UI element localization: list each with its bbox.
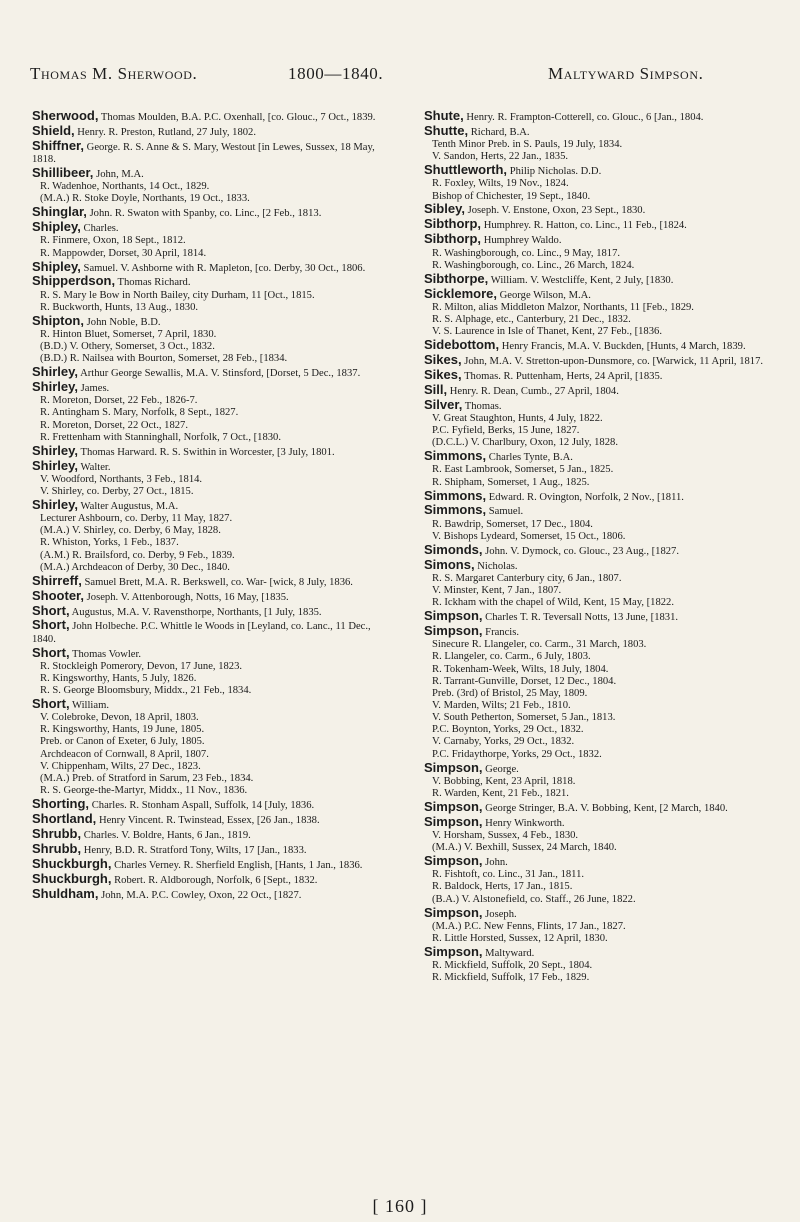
- entry-line: V. Bobbing, Kent, 23 April, 1818.: [432, 775, 576, 787]
- entry-line: R. Fishtoft, co. Linc., 31 Jan., 1811.: [432, 869, 585, 881]
- entry-name: Simmons,: [424, 487, 487, 503]
- entry-text: Edward. R. Ovington, Norfolk, 2 Nov., [1811.: [488, 491, 684, 503]
- entry-text: Samuel.: [488, 506, 524, 518]
- entry-text: Francis.: [485, 627, 520, 639]
- entry: [424, 904, 776, 945]
- entry-line: Lecturer Ashbourn, co. Derby, 11 May, 1827.: [40, 513, 233, 525]
- entry-name: Shuckburgh,: [32, 855, 112, 871]
- entry: [424, 450, 776, 488]
- entry-line: R. Foxley, Wilts, 19 Nov., 1824.: [432, 178, 569, 190]
- entry-line: R. Mickfield, Suffolk, 17 Feb., 1829.: [432, 972, 590, 984]
- entry-text: John Noble, B.D.: [86, 316, 161, 328]
- entry-text: Charles Tynte, B.A.: [488, 452, 573, 464]
- entry: [424, 285, 776, 339]
- entry: [32, 587, 384, 604]
- entry-line: R. Stockleigh Pomerory, Devon, 17 June, 1823.: [40, 660, 243, 672]
- entry-text: George.: [485, 763, 519, 775]
- entry-text: Thomas Vowler.: [72, 648, 142, 660]
- entry: [424, 396, 776, 450]
- entry: [32, 137, 384, 166]
- entry-text: Robert. R. Aldborough, Norfolk, 6 [Sept., 1832.: [114, 874, 318, 886]
- entry-line: Tenth Minor Preb. in S. Pauls, 19 July, 1834.: [432, 139, 623, 151]
- entry: [32, 381, 384, 444]
- entry-name: Sibley,: [424, 201, 465, 217]
- entry: [424, 381, 776, 398]
- entry-text: Samuel Brett, M.A. R. Berkswell, co. War- [wick, 8 July, 1836.: [84, 576, 353, 588]
- entry-line: Archdeacon of Cornwall, 8 April, 1807.: [40, 748, 209, 760]
- entry-line: V. Shirley, co. Derby, 27 Oct., 1815.: [40, 485, 194, 497]
- entry-text: Henry Francis, M.A. V. Buckden, [Hunts, 4 March, 1839.: [501, 341, 746, 353]
- entry-text: William.: [72, 700, 109, 712]
- entry-name: Shorting,: [32, 796, 90, 812]
- entry-name: Simpson,: [424, 813, 483, 829]
- entry-line: R. Milton, alias Middleton Malzor, Northants, 11 [Feb., 1829.: [432, 301, 694, 313]
- entry-text: Charles T. R. Teversall Notts, 13 June, [1831.: [485, 612, 679, 624]
- entry: [424, 110, 776, 124]
- entry-line: R. Llangeler, co. Carm., 6 July, 1803.: [432, 651, 591, 663]
- entry: [32, 122, 384, 139]
- entry-line: (M.A.) R. Stoke Doyle, Northants, 19 Oct., 1833.: [40, 193, 250, 205]
- entry-line: R. Moreton, Dorset, 22 Feb., 1826-7.: [40, 395, 198, 407]
- entry-line: R. S. Alphage, etc., Canterbury, 21 Dec., 1832.: [432, 313, 631, 325]
- entry-name: Shirley,: [32, 442, 79, 458]
- entry-line: R. Whiston, Yorks, 1 Feb., 1837.: [40, 537, 179, 549]
- entry-name: Shirreff,: [32, 572, 82, 588]
- entry-name: Shipley,: [32, 219, 81, 235]
- entry-text: John. R. Swaton with Spanby, co. Linc., [2 Feb., 1813.: [89, 208, 322, 220]
- entry-name: Shortland,: [32, 811, 97, 827]
- entry: [424, 813, 776, 854]
- entry-name: Simmons,: [424, 502, 487, 518]
- entry-name: Shirley,: [32, 379, 79, 395]
- entry-text: George. R. S. Anne & S. Mary, Westout [in Lewes, Sussex, 18 May, 1818.: [32, 141, 375, 166]
- entry-text: Charles.: [83, 223, 119, 235]
- entry-name: Shirley,: [32, 364, 79, 380]
- entry: [424, 556, 776, 610]
- entry-name: Short,: [32, 617, 70, 633]
- entry-line: V. S. Laurence in Isle of Thanet, Kent, 27 Feb., [1836.: [432, 326, 662, 338]
- header-left: Thomas M. Sherwood.: [30, 64, 198, 83]
- entry: [424, 541, 776, 558]
- entry-line: R. S. George-the-Martyr, Middx., 11 Nov., 1836.: [40, 785, 248, 797]
- entry-line: R. Ickham with the chapel of Wild, Kent, 15 May, [1822.: [432, 597, 675, 609]
- entry-name: Short,: [32, 602, 70, 618]
- entry-line: R. Mickfield, Suffolk, 20 Sept., 1804.: [432, 959, 593, 971]
- entry: [32, 885, 384, 902]
- entry: [32, 312, 384, 366]
- running-header: [0, 0, 800, 100]
- entry-text: Joseph. V. Attenborough, Notts, 16 May, [1835.: [86, 591, 289, 603]
- entry-name: Simpson,: [424, 798, 483, 814]
- entry-name: Shirley,: [32, 496, 79, 512]
- entry-text: George Stringer, B.A. V. Bobbing, Kent, [2 March, 1840.: [485, 802, 728, 814]
- entry: [32, 442, 384, 459]
- entry-text: John, M.A. P.C. Cowley, Oxon, 22 Oct., [1827.: [101, 889, 302, 901]
- entry-line: R. Little Horsted, Sussex, 12 April, 1830.: [432, 932, 608, 944]
- entry-line: V. Sandon, Herts, 22 Jan., 1835.: [432, 151, 569, 163]
- entry: [32, 602, 384, 619]
- entry: [424, 122, 776, 163]
- entry-name: Shuldham,: [32, 885, 99, 901]
- header-right: Maltyward Simpson.: [548, 64, 704, 83]
- entry: [32, 813, 384, 827]
- entry: [424, 943, 776, 984]
- entry-text: Walter.: [80, 461, 111, 473]
- entry-line: (M.A.) Archdeacon of Derby, 30 Dec., 1840.: [40, 561, 230, 573]
- entry-text: James.: [80, 383, 110, 395]
- entry-text: Samuel. V. Ashborne with R. Mapleton, [co. Derby, 30 Oct., 1806.: [83, 262, 366, 274]
- entry-name: Simpson,: [424, 759, 483, 775]
- entry-line: (B.D.) V. Othery, Somerset, 3 Oct., 1832.: [40, 341, 215, 353]
- entry-name: Simpson,: [424, 608, 483, 624]
- entry-line: V. Woodford, Northants, 3 Feb., 1814.: [40, 473, 203, 485]
- entry-line: R. Buckworth, Hunts, 13 Aug., 1830.: [40, 301, 199, 313]
- entry-line: V. Marden, Wilts; 21 Feb., 1810.: [432, 700, 571, 712]
- entry-text: George Wilson, M.A.: [499, 289, 591, 301]
- entry-name: Sibthorp,: [424, 216, 482, 232]
- entry-name: Silver,: [424, 396, 463, 412]
- entry: [32, 698, 384, 797]
- entry-line: R. Antingham S. Mary, Norfolk, 8 Sept., 1827.: [40, 407, 239, 419]
- entry-text: John.: [485, 857, 508, 869]
- entry-line: R. East Lambrook, Somerset, 5 Jan., 1825.: [432, 464, 614, 476]
- entry-line: R. Wadenhoe, Northants, 14 Oct., 1829.: [40, 181, 210, 193]
- entry-line: Preb. (3rd) of Bristol, 25 May, 1809.: [432, 687, 588, 699]
- entry-line: V. Chippenham, Wilts, 27 Dec., 1823.: [40, 760, 201, 772]
- entry-text: John, M.A.: [96, 169, 144, 181]
- entry-text: Henry. R. Preston, Rutland, 27 July, 1802.: [77, 126, 256, 138]
- entry-line: R. Finmere, Oxon, 18 Sept., 1812.: [40, 235, 186, 247]
- entry-line: Bishop of Chichester, 19 Sept., 1840.: [432, 190, 591, 202]
- entry-line: R. S. George Bloomsbury, Middx., 21 Feb., 1834.: [40, 685, 252, 697]
- entry: [32, 619, 384, 645]
- entry-text: Humphrey. R. Hatton, co. Linc., 11 Feb., [1824.: [483, 220, 687, 232]
- entry-line: (M.A.) Preb. of Stratford in Sarum, 23 Feb., 1834.: [40, 772, 254, 784]
- entry-text: Henry, B.D. R. Stratford Tony, Wilts, 17 [Jan., 1833.: [83, 844, 307, 856]
- entry-text: Thomas. R. Puttenham, Herts, 24 April, [1835.: [464, 370, 663, 382]
- entry-line: V. Bishops Lydeard, Somerset, 15 Oct., 1806.: [432, 530, 626, 542]
- entry-line: R. Warden, Kent, 21 Feb., 1821.: [432, 787, 569, 799]
- entry-line: V. Great Staughton, Hunts, 4 July, 1822.: [432, 413, 603, 424]
- entry-line: (B.D.) R. Nailsea with Bourton, Somerset, 28 Feb., [1834.: [40, 353, 288, 365]
- entry-line: R. S. Mary le Bow in North Bailey, city Durham, 11 [Oct., 1815.: [40, 289, 315, 301]
- entry-text: Joseph.: [485, 908, 517, 920]
- entry-name: Simpson,: [424, 623, 483, 639]
- entry: [424, 351, 776, 368]
- entry-name: Short,: [32, 644, 70, 660]
- entry: [32, 496, 384, 574]
- entry-name: Shrubb,: [32, 825, 82, 841]
- entry-name: Shield,: [32, 122, 75, 138]
- entry: [32, 221, 384, 259]
- entry: [32, 206, 384, 220]
- entry-text: John, M.A. V. Stretton-upon-Dunsmore, co. [Warwick, 11 April, 1817.: [464, 355, 764, 367]
- right-column: [424, 110, 776, 985]
- entry-name: Shillibeer,: [32, 165, 94, 181]
- entry-text: Henry. R. Frampton-Cotterell, co. Glouc., 6 [Jan., 1804.: [466, 112, 704, 123]
- entry-text: Charles Verney. R. Sherfield English, [Hants, 1 Jan., 1836.: [114, 859, 363, 871]
- entry-text: Nicholas.: [477, 560, 518, 572]
- entry: [424, 366, 776, 383]
- entry-name: Shuckburgh,: [32, 870, 112, 886]
- entry-text: Thomas Moulden, B.A. P.C. Oxenhall, [co. Glouc., 7 Oct., 1839.: [100, 112, 376, 123]
- entry-name: Sibthorp,: [424, 231, 482, 247]
- entry-line: V. South Petherton, Somerset, 5 Jan., 1813.: [432, 712, 616, 724]
- entry: [424, 504, 776, 542]
- entry: [32, 110, 384, 124]
- entry: [424, 855, 776, 906]
- entry-line: V. Horsham, Sussex, 4 Feb., 1830.: [432, 829, 579, 841]
- entry-line: (M.A.) V. Bexhill, Sussex, 24 March, 1840.: [432, 842, 617, 854]
- entry-line: R. Tokenham-Week, Wilts, 18 July, 1804.: [432, 663, 609, 675]
- entry-line: (M.A.) V. Shirley, co. Derby, 6 May, 1828.: [40, 525, 221, 537]
- entry-line: (A.M.) R. Brailsford, co. Derby, 9 Feb., 1839.: [40, 549, 235, 561]
- page-number: [ 160 ]: [372, 1196, 428, 1216]
- entry-line: V. Carnaby, Yorks, 29 Oct., 1832.: [432, 736, 575, 748]
- entry-line: V. Colebroke, Devon, 18 April, 1803.: [40, 712, 199, 724]
- entry-text: Henry Vincent. R. Twinstead, Essex, [26 Jan., 1838.: [98, 815, 320, 827]
- entry-name: Shooter,: [32, 587, 85, 603]
- entry: [32, 167, 384, 205]
- entry-line: R. Kingsworthy, Hants, 5 July, 1826.: [40, 672, 197, 684]
- entry-line: R. Shipham, Somerset, 1 Aug., 1825.: [432, 476, 590, 488]
- entry-name: Shinglar,: [32, 204, 87, 220]
- entry-name: Short,: [32, 696, 70, 712]
- entry-line: R. Washingborough, co. Linc., 9 May, 1817.: [432, 247, 621, 259]
- entry-line: Sinecure R. Llangeler, co. Carm., 31 March, 1803.: [432, 639, 647, 651]
- entry-name: Simons,: [424, 556, 475, 572]
- entry: [32, 572, 384, 589]
- entry-name: Sherwood,: [32, 108, 99, 123]
- entry-name: Sibthorpe,: [424, 270, 489, 286]
- entry-text: Humphrey Waldo.: [483, 235, 562, 247]
- entry-name: Shirley,: [32, 457, 79, 473]
- entry-name: Shiffner,: [32, 137, 85, 153]
- entry-line: R. Mappowder, Dorset, 30 April, 1814.: [40, 247, 207, 259]
- entry-line: R. S. Margaret Canterbury city, 6 Jan., 1807.: [432, 572, 622, 584]
- entry-text: Augustus, M.A. V. Ravensthorpe, Northants, [1 July, 1835.: [71, 606, 322, 618]
- entry-line: R. Tarrant-Gunville, Dorset, 12 Dec., 1804.: [432, 675, 617, 687]
- entry-name: Shipton,: [32, 312, 84, 328]
- entry-text: Thomas.: [464, 400, 502, 412]
- entry-line: P.C. Fyfield, Berks, 15 June, 1827.: [432, 425, 580, 437]
- entry-name: Sicklemore,: [424, 285, 497, 301]
- entry-line: R. Baldock, Herts, 17 Jan., 1815.: [432, 881, 573, 893]
- entry-line: R. Moreton, Dorset, 22 Oct., 1827.: [40, 419, 189, 431]
- entry-text: Henry. R. Dean, Cumb., 27 April, 1804.: [449, 385, 619, 397]
- entry-line: R. Frettenham with Stanninghall, Norfolk, 7 Oct., [1830.: [40, 431, 281, 443]
- entry-line: R. Hinton Bluet, Somerset, 7 April, 1830.: [40, 328, 217, 340]
- entry-text: William. V. Westcliffe, Kent, 2 July, [1830.: [490, 274, 674, 286]
- entry-text: Arthur George Sewallis, M.A. V. Stinsford, [Dorset, 5 Dec., 1837.: [80, 368, 361, 380]
- entry-text: Walter Augustus, M.A.: [80, 500, 179, 512]
- entry-text: Joseph. V. Enstone, Oxon, 23 Sept., 1830.: [467, 205, 646, 217]
- entry-name: Simpson,: [424, 943, 483, 959]
- entry-name: Simonds,: [424, 541, 483, 557]
- entry-name: Sikes,: [424, 366, 462, 382]
- entry-text: Richard, B.A.: [470, 126, 530, 138]
- entry-line: P.C. Boynton, Yorks, 29 Oct., 1832.: [432, 724, 584, 736]
- entry: [32, 275, 384, 313]
- entry-line: R. Kingsworthy, Hants, 19 June, 1805.: [40, 724, 205, 736]
- entry-text: Thomas Richard.: [117, 277, 191, 289]
- entry-name: Simpson,: [424, 853, 483, 869]
- entry-text: Henry Winkworth.: [485, 817, 565, 829]
- entry: [424, 339, 776, 353]
- entry-name: Sikes,: [424, 351, 462, 367]
- entry-line: P.C. Fridaythorpe, Yorks, 29 Oct., 1832.: [432, 748, 602, 760]
- entry: [424, 164, 776, 202]
- entry-line: R. Washingborough, co. Linc., 26 March, 1824.: [432, 259, 635, 271]
- entry-text: Thomas Harward. R. S. Swithin in Worcester, [3 July, 1801.: [80, 446, 335, 458]
- entry: [424, 759, 776, 800]
- entry: [32, 457, 384, 498]
- entry-line: Preb. or Canon of Exeter, 6 July, 1805.: [40, 736, 205, 748]
- entry-name: Shipley,: [32, 258, 81, 274]
- entry-name: Shutte,: [424, 122, 469, 138]
- entry-text: Maltyward.: [485, 947, 535, 959]
- entry-text: Charles. R. Stonham Aspall, Suffolk, 14 [July, 1836.: [91, 800, 315, 812]
- header-center: 1800—1840.: [288, 64, 384, 83]
- entry: [424, 625, 776, 761]
- entry-text: John Holbeche. P.C. Whittle le Woods in [Leyland, co. Lanc., 11 Dec., 1840.: [32, 621, 371, 645]
- left-column: [32, 110, 384, 903]
- entry-name: Shuttleworth,: [424, 162, 508, 178]
- entry-line: (D.C.L.) V. Charlbury, Oxon, 12 July, 1828.: [432, 437, 618, 449]
- entry-name: Shipperdson,: [32, 273, 116, 289]
- entry-line: R. Bawdrip, Somerset, 17 Dec., 1804.: [432, 518, 593, 530]
- entry: [424, 233, 776, 271]
- entry-line: V. Minster, Kent, 7 Jan., 1807.: [432, 585, 562, 597]
- entry-text: Charles. V. Boldre, Hants, 6 Jan., 1819.: [83, 829, 251, 841]
- entry-name: Sill,: [424, 381, 448, 397]
- entry-line: (M.A.) P.C. New Fenns, Flints, 17 Jan., 1827.: [432, 920, 626, 932]
- entry-name: Simmons,: [424, 448, 487, 464]
- entry-name: Simpson,: [424, 904, 483, 920]
- entry-name: Shute,: [424, 108, 464, 123]
- entry-text: John. V. Dymock, co. Glouc., 23 Aug., [1827.: [485, 545, 679, 557]
- entry: [32, 644, 384, 698]
- entry: [32, 825, 384, 842]
- entry-line: (B.A.) V. Alstonefield, co. Staff., 26 June, 1822.: [432, 893, 636, 905]
- entry-name: Shrubb,: [32, 840, 82, 856]
- entry-text: Philip Nicholas. D.D.: [509, 166, 602, 178]
- entry-name: Sidebottom,: [424, 337, 500, 353]
- entry: [32, 366, 384, 380]
